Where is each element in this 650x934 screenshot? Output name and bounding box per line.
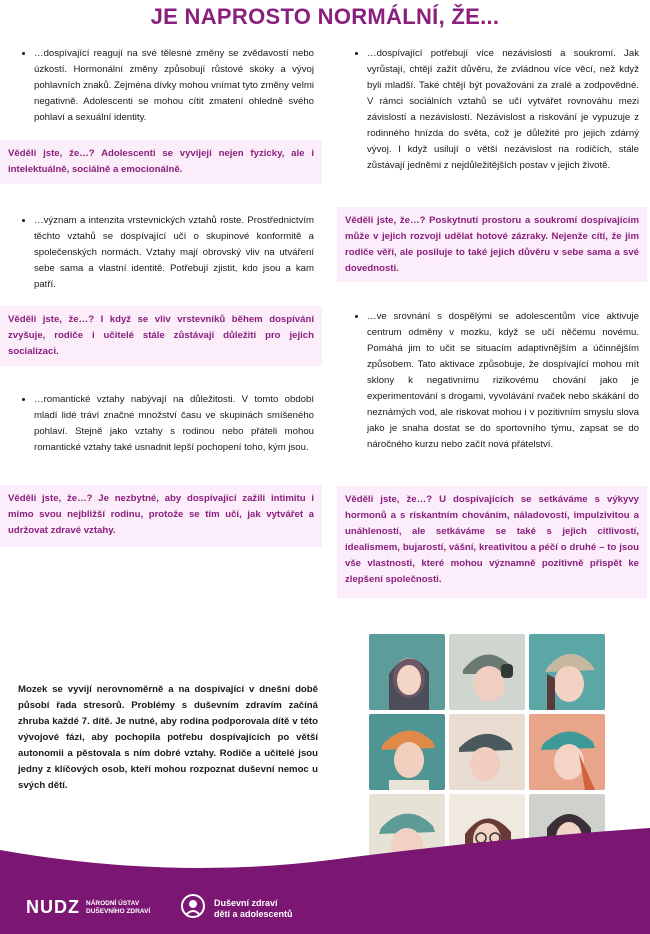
head-icon <box>180 893 206 924</box>
program-logo-line2: dětí a adolescentů <box>214 908 293 919</box>
program-logo-line1: Duševní zdraví <box>214 897 278 908</box>
teen-portrait-image <box>529 634 605 710</box>
did-you-know-box: Věděli jste, že…? Poskytnutí prostoru a soukromí dospívajícím může v jejich rozvoji udělat hotové zázraky. Nejenže cítí, že jim rodiče věří, ale posiluje to také jejich důvěru v sebe sama a své dovednosti. <box>337 207 647 282</box>
teen-portrait-image <box>449 634 525 710</box>
summary-text: Mozek se vyvíjí nerovnoměrně a na dospívající v dnešní době působí řada stresorů. Problémy s duševním zdravím začíná zhruba každé 7. dítě. Je nutné, aby rodina podporovala dítě v této vývojové fázi, aby pochopila potřebu dospívajících po větší autonomii a pěstovala s ním dobré vztahy. Rodiče a učitelé jsou jedny z klíčových osob, kteří mohou rozpoznat duševní nemoc u svých dětí. <box>18 684 318 791</box>
fact-text: • …význam a intenzita vrstevnických vztahů roste. Prostřednictvím těchto vztahů se dospívající učí o skupinové konformitě a společenských normách. Vztahy mají obrovský vliv na utváření sebe sama a vlastní identitě. Potřebují zjistit, kdo jsou a kam patří. <box>34 213 314 293</box>
fact-text: • …romantické vztahy nabývají na důležitosti. V tomto období mladí lidé tráví značné množství času ve skupinách smíšeného pohlaví. Stejně jako vztahy s rodinou nebo přáteli mohou romantické vztahy také usnadnit lepší pochopení toho, kým jsou. <box>34 392 314 456</box>
nudz-logo <box>26 897 150 918</box>
fact-independence <box>347 46 639 174</box>
teen-portrait-image <box>369 634 445 710</box>
fact-text: • …dospívající reagují na své tělesné změny se zvědavostí nebo úzkostí. Hormonální změny způsobují růstové skoky a vývoj pohlavních znaků. Zejména dívky mohou vnímat tyto změny velmi negativně. Adolescenti se mohou cítit zmatení ohledně svého pohlaví a sexuální identity. <box>34 46 314 126</box>
fact-text: • …ve srovnání s dospělými se adolescentům více aktivuje centrum odměny v mozku, když se učí něčemu novému. Pomáhá jim to učit se situacím adaptivnějším a účinnějším způsobem. Tato aktivace způsobuje, že dospívající mohou mít sklony k negativnímu rizikovému chování jako je experimentování s drogami, vyvolávání rvaček nebo skákání do neznámých vod, ale riskovat mohou i v pozitivním smyslu slova jako je snaha dostat se do sportovního týmu, zapsat se do náročného kurzu nebo začít nová přátelství. <box>367 309 639 453</box>
teen-portrait-image <box>529 714 605 790</box>
fact-romantic-relationships <box>14 392 314 456</box>
fact-peer-relationships <box>14 213 314 293</box>
teen-portrait-image <box>369 714 445 790</box>
nudz-logo-mark: NUDZ <box>26 897 80 917</box>
fact-text: • …dospívající potřebují více nezávislosti a soukromí. Jak vyrůstají, chtějí zažít důvěru, že zvládnou více věcí, než když byli mladší. Také chtějí být považováni za zralé a zodpovědné. V rámci sociálních vztahů se učí vytvářet rovnováhu mezi závislostí a nezávislostí. Nezávislost a riskování je vypuzuje z rodinného hnízda do světa, což je důležité pro jejich zdárný vývoj. I když usilují o větší nezávislost na rodičích, stále zůstávají jedněmi z nejdůležitějších postav v jejich životě. <box>367 46 639 174</box>
nudz-logo-line1: NÁRODNÍ ÚSTAV <box>86 899 140 907</box>
did-you-know-box: Věděli jste, že…? Adolescenti se vyvíjejí nejen fyzicky, ale i intelektuálně, sociálně a emocionálně. <box>0 140 322 184</box>
did-you-know-box: Věděli jste, že…? U dospívajících se setkáváme s výkyvy hormonů a s riskantním chováním, náladovostí, impulzivitou a unáhleností, ale setkáváme se také s jejich citlivostí, idealismem, bujarostí, vášní, kreativitou a péčí o druhé – to jsou vše vlastnosti, které mohou významně pozitivně přispět ke zlepšení společnosti. <box>337 486 647 598</box>
program-logo <box>180 893 293 924</box>
fact-physical-changes <box>14 46 314 126</box>
nudz-logo-line2: DUŠEVNÍHO ZDRAVÍ <box>86 907 151 915</box>
page-title: JE NAPROSTO NORMÁLNÍ, ŽE... <box>150 4 500 29</box>
fact-reward-center <box>347 309 639 453</box>
teen-portrait-image <box>449 714 525 790</box>
did-you-know-box: Věděli jste, že…? Je nezbytné, aby dospívající zažili intimitu i mimo svou nejbližší rodinu, protože se tím učí, jak vytvářet a udržovat zdravé vztahy. <box>0 485 322 547</box>
did-you-know-box: Věděli jste, že…? I když se vliv vrstevníků během dospívání zvyšuje, rodiče i učitelé stále zůstávají důležití pro jejich socializaci. <box>0 306 322 366</box>
